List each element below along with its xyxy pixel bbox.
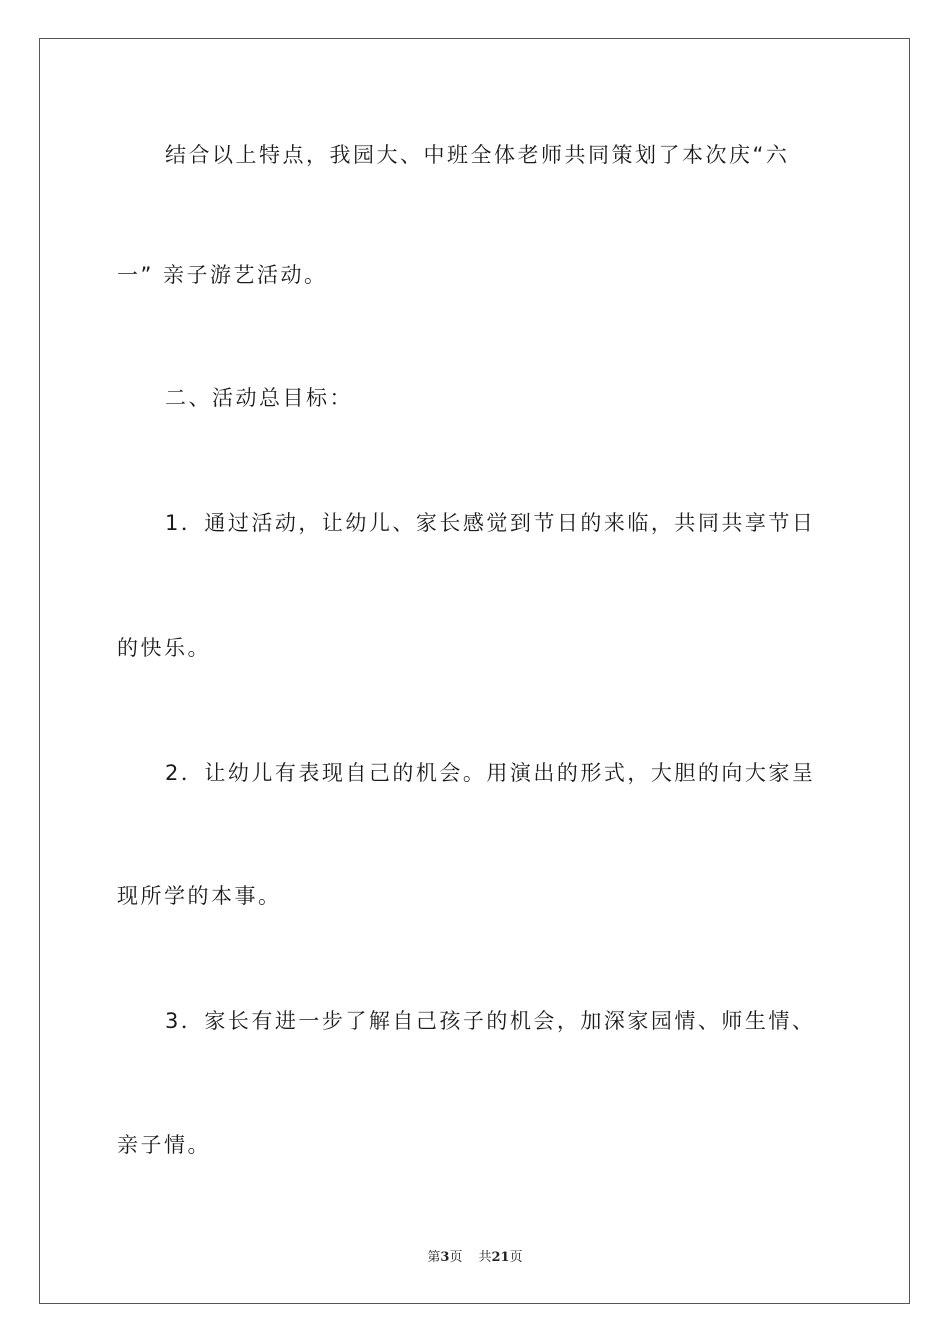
footer-page-current: 3 [440,1250,450,1265]
goal-1-line-1: 1．通过活动，让幼儿、家长感觉到节日的来临，共同共享节日 [165,511,816,535]
footer-page-total: 21 [491,1250,510,1265]
section-heading: 二、活动总目标： [165,386,353,410]
goal-1-line-2: 的快乐。 [117,636,211,660]
page-border [39,38,910,1304]
paragraph-1-line-1: 结合以上特点，我园大、中班全体老师共同策划了本次庆“六 [165,143,790,167]
goal-3-line-2: 亲子情。 [117,1133,211,1157]
footer-page-prefix: 第 [427,1250,441,1265]
footer-total-prefix: 共 [478,1250,492,1265]
footer-page-mid: 页 [449,1250,463,1265]
footer-total-suffix: 页 [509,1250,523,1265]
goal-3-line-1: 3．家长有进一步了解自己孩子的机会，加深家园情、师生情、 [165,1009,816,1033]
goal-2-line-1: 2．让幼儿有表现自己的机会。用演出的形式，大胆的向大家呈 [165,761,816,785]
page-footer [0,1246,950,1265]
goal-2-line-2: 现所学的本事。 [117,884,282,908]
paragraph-1-line-2: 一” 亲子游艺活动。 [117,263,328,287]
